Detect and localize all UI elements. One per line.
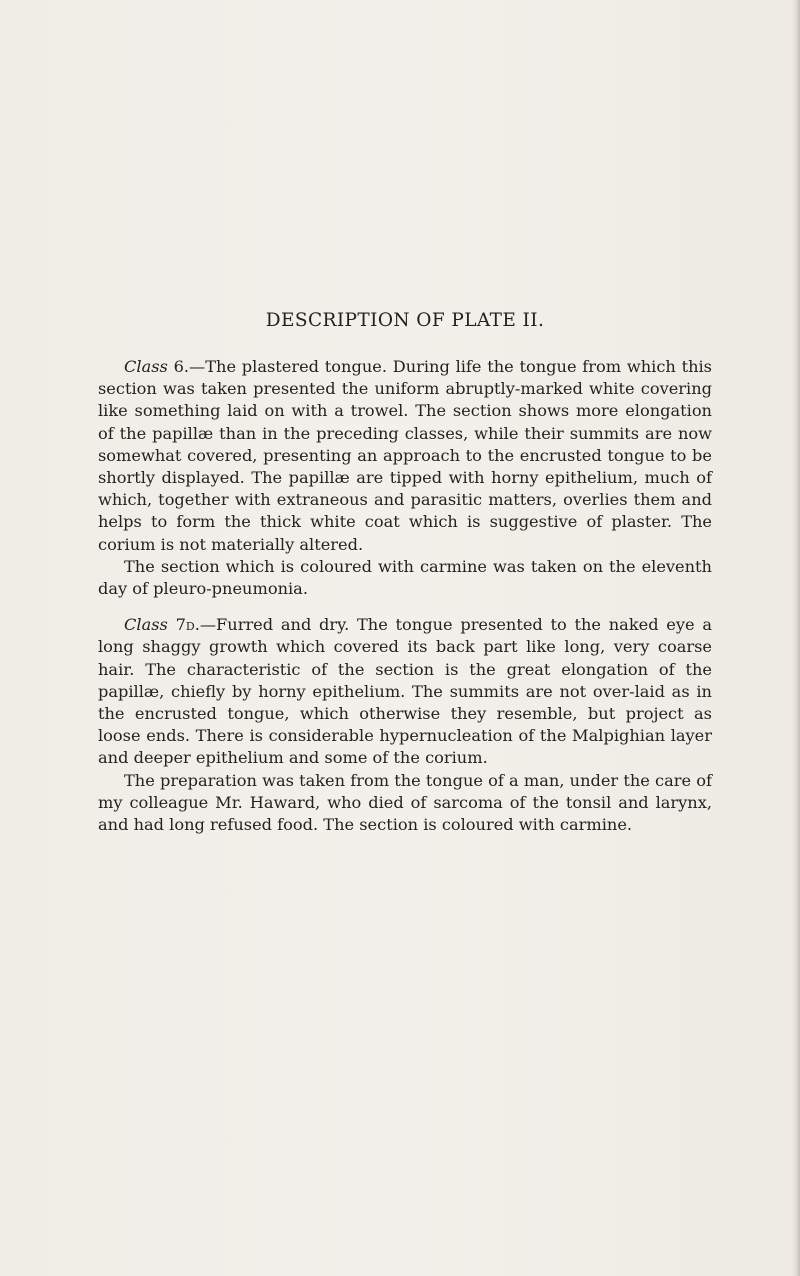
section-class-7d-paragraph (98, 614, 712, 769)
class-suffix: d (185, 615, 195, 635)
section-class-7d-followup: The preparation was taken from the tongue of a man, under the care of my colleague Mr. Haward, who died of sarcoma of the tonsil and larynx, and had long refused food. The section is coloured with carmine. (98, 770, 712, 835)
section-class-6-followup: The section which is coloured with carmine was taken on the eleventh day of pleuro-pneumonia. (98, 556, 712, 599)
page-edge-shadow (792, 0, 800, 1276)
section-class-6-paragraph (98, 356, 712, 556)
class-number: 6 (173, 357, 184, 376)
class-number: 7 (175, 615, 186, 635)
document-body (98, 310, 712, 836)
section-class-6-text: .—The plastered tongue. During life the tongue from which this section was taken presented the uniform abruptly-marked white covering like something laid on with a trowel. The section shows more elongation of the papillæ than in the preceding classes, while their summits are now somewhat covered, presenting an approach to the encrusted tongue to be shortly displayed. The papillæ are tipped with horny epithelium, much of which, together with extraneous and parasitic matters, overlies them and helps to form the thick white coat which is suggestive of plaster. The corium is not materially altered. (98, 357, 712, 554)
page-title: DESCRIPTION OF PLATE II. (265, 310, 545, 331)
section-class-7d-text: .—Furred and dry. The tongue presented to the naked eye a long shaggy growth which covered its back part like long, very coarse hair. The characteristic of the section is the great elongation of the papillæ, chiefly by horny epithelium. The summits are not over-laid as in the encrusted tongue, which otherwise they resemble, but project as loose ends. There is considerable hypernucleation of the Malpighian layer and deeper epithelium and some of the corium. (98, 615, 712, 768)
class-label: Class (124, 615, 168, 635)
class-label: Class (124, 357, 168, 376)
